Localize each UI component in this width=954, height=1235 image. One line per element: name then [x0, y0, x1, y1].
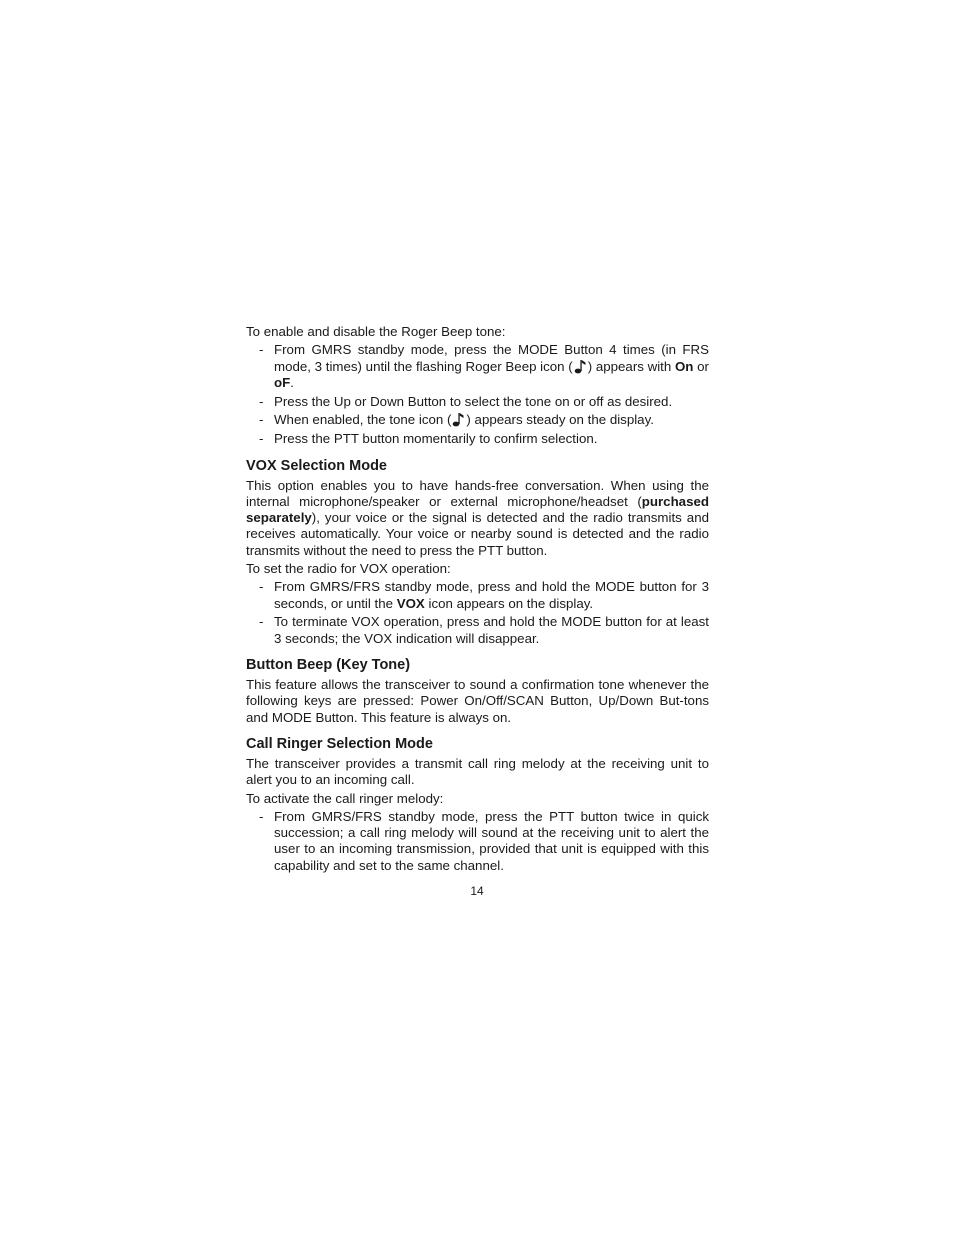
list-item: - Press the PTT button momentarily to confirm selection.: [246, 431, 709, 447]
on-label: On: [674, 358, 694, 374]
call-ringer-heading: Call Ringer Selection Mode: [246, 735, 433, 752]
step-text: ) appears steady on the display.: [466, 412, 654, 428]
list-item: [246, 579, 709, 612]
purchased-separately: purchased separately: [246, 493, 709, 526]
step-text: From GMRS/FRS standby mode, press and hold the MODE button for 3 seconds, or until the: [274, 579, 709, 611]
music-note-icon: [452, 412, 465, 427]
button-beep-heading: Button Beep (Key Tone): [246, 657, 411, 674]
call-ringer-paragraph: The transceiver provides a transmit call ring melody at the receiving unit to alert you to an incoming call.: [246, 755, 709, 788]
call-ringer-intro: To activate the call ringer melody:: [246, 790, 444, 806]
paragraph-text: ), your voice or the signal is detected and the radio transmits and receives automatically. Your voice or nearby sound is detected and the radio transmits without the need to press the PTT button.: [246, 510, 709, 558]
call-ringer-steps: [246, 809, 709, 874]
list-item: - Press the Up or Down Button to select the tone on or off as desired.: [246, 394, 709, 410]
step-text: .: [290, 374, 294, 390]
step-text: icon appears on the display.: [424, 595, 594, 611]
step-text: From GMRS standby mode, press the MODE Button 4 times (in FRS mode, 3 times) until the flashing Roger Beep icon (: [274, 342, 709, 374]
roger-beep-steps: [246, 342, 709, 447]
list-item: - From GMRS/FRS standby mode, press the PTT button twice in quick succession; a call ring melody will sound at the receiving unit to alert the user to an incoming transmission, provided that unit is equipped with this capability and set to the same channel.: [246, 809, 709, 874]
vox-paragraph: [246, 478, 709, 559]
list-item: [246, 412, 709, 428]
vox-label: VOX: [396, 595, 425, 611]
button-beep-paragraph: This feature allows the transceiver to sound a confirmation tone whenever the following keys are pressed: Power On/Off/SCAN Button, Up/Down But-tons and MODE Button. This feature is always on.: [246, 677, 709, 725]
music-note-icon: [574, 359, 587, 374]
vox-steps: [246, 579, 709, 647]
roger-beep-intro: To enable and disable the Roger Beep tone:: [246, 324, 506, 339]
vox-heading: VOX Selection Mode: [246, 457, 387, 474]
step-text: ) appears with: [587, 358, 675, 374]
vox-intro: To set the radio for VOX operation:: [246, 561, 451, 577]
list-item: [246, 342, 709, 391]
list-item: - To terminate VOX operation, press and hold the MODE button for at least 3 seconds; the VOX indication will disappear.: [246, 614, 709, 647]
paragraph-text: This option enables you to have hands-free conversation. When using the internal microphone/speaker or external microphone/headset (: [246, 477, 709, 509]
step-text: or: [693, 358, 709, 374]
off-label: oF: [274, 374, 291, 390]
step-text: When enabled, the tone icon (: [274, 412, 452, 428]
manual-page: [246, 324, 709, 877]
page-number: 14: [470, 884, 484, 898]
